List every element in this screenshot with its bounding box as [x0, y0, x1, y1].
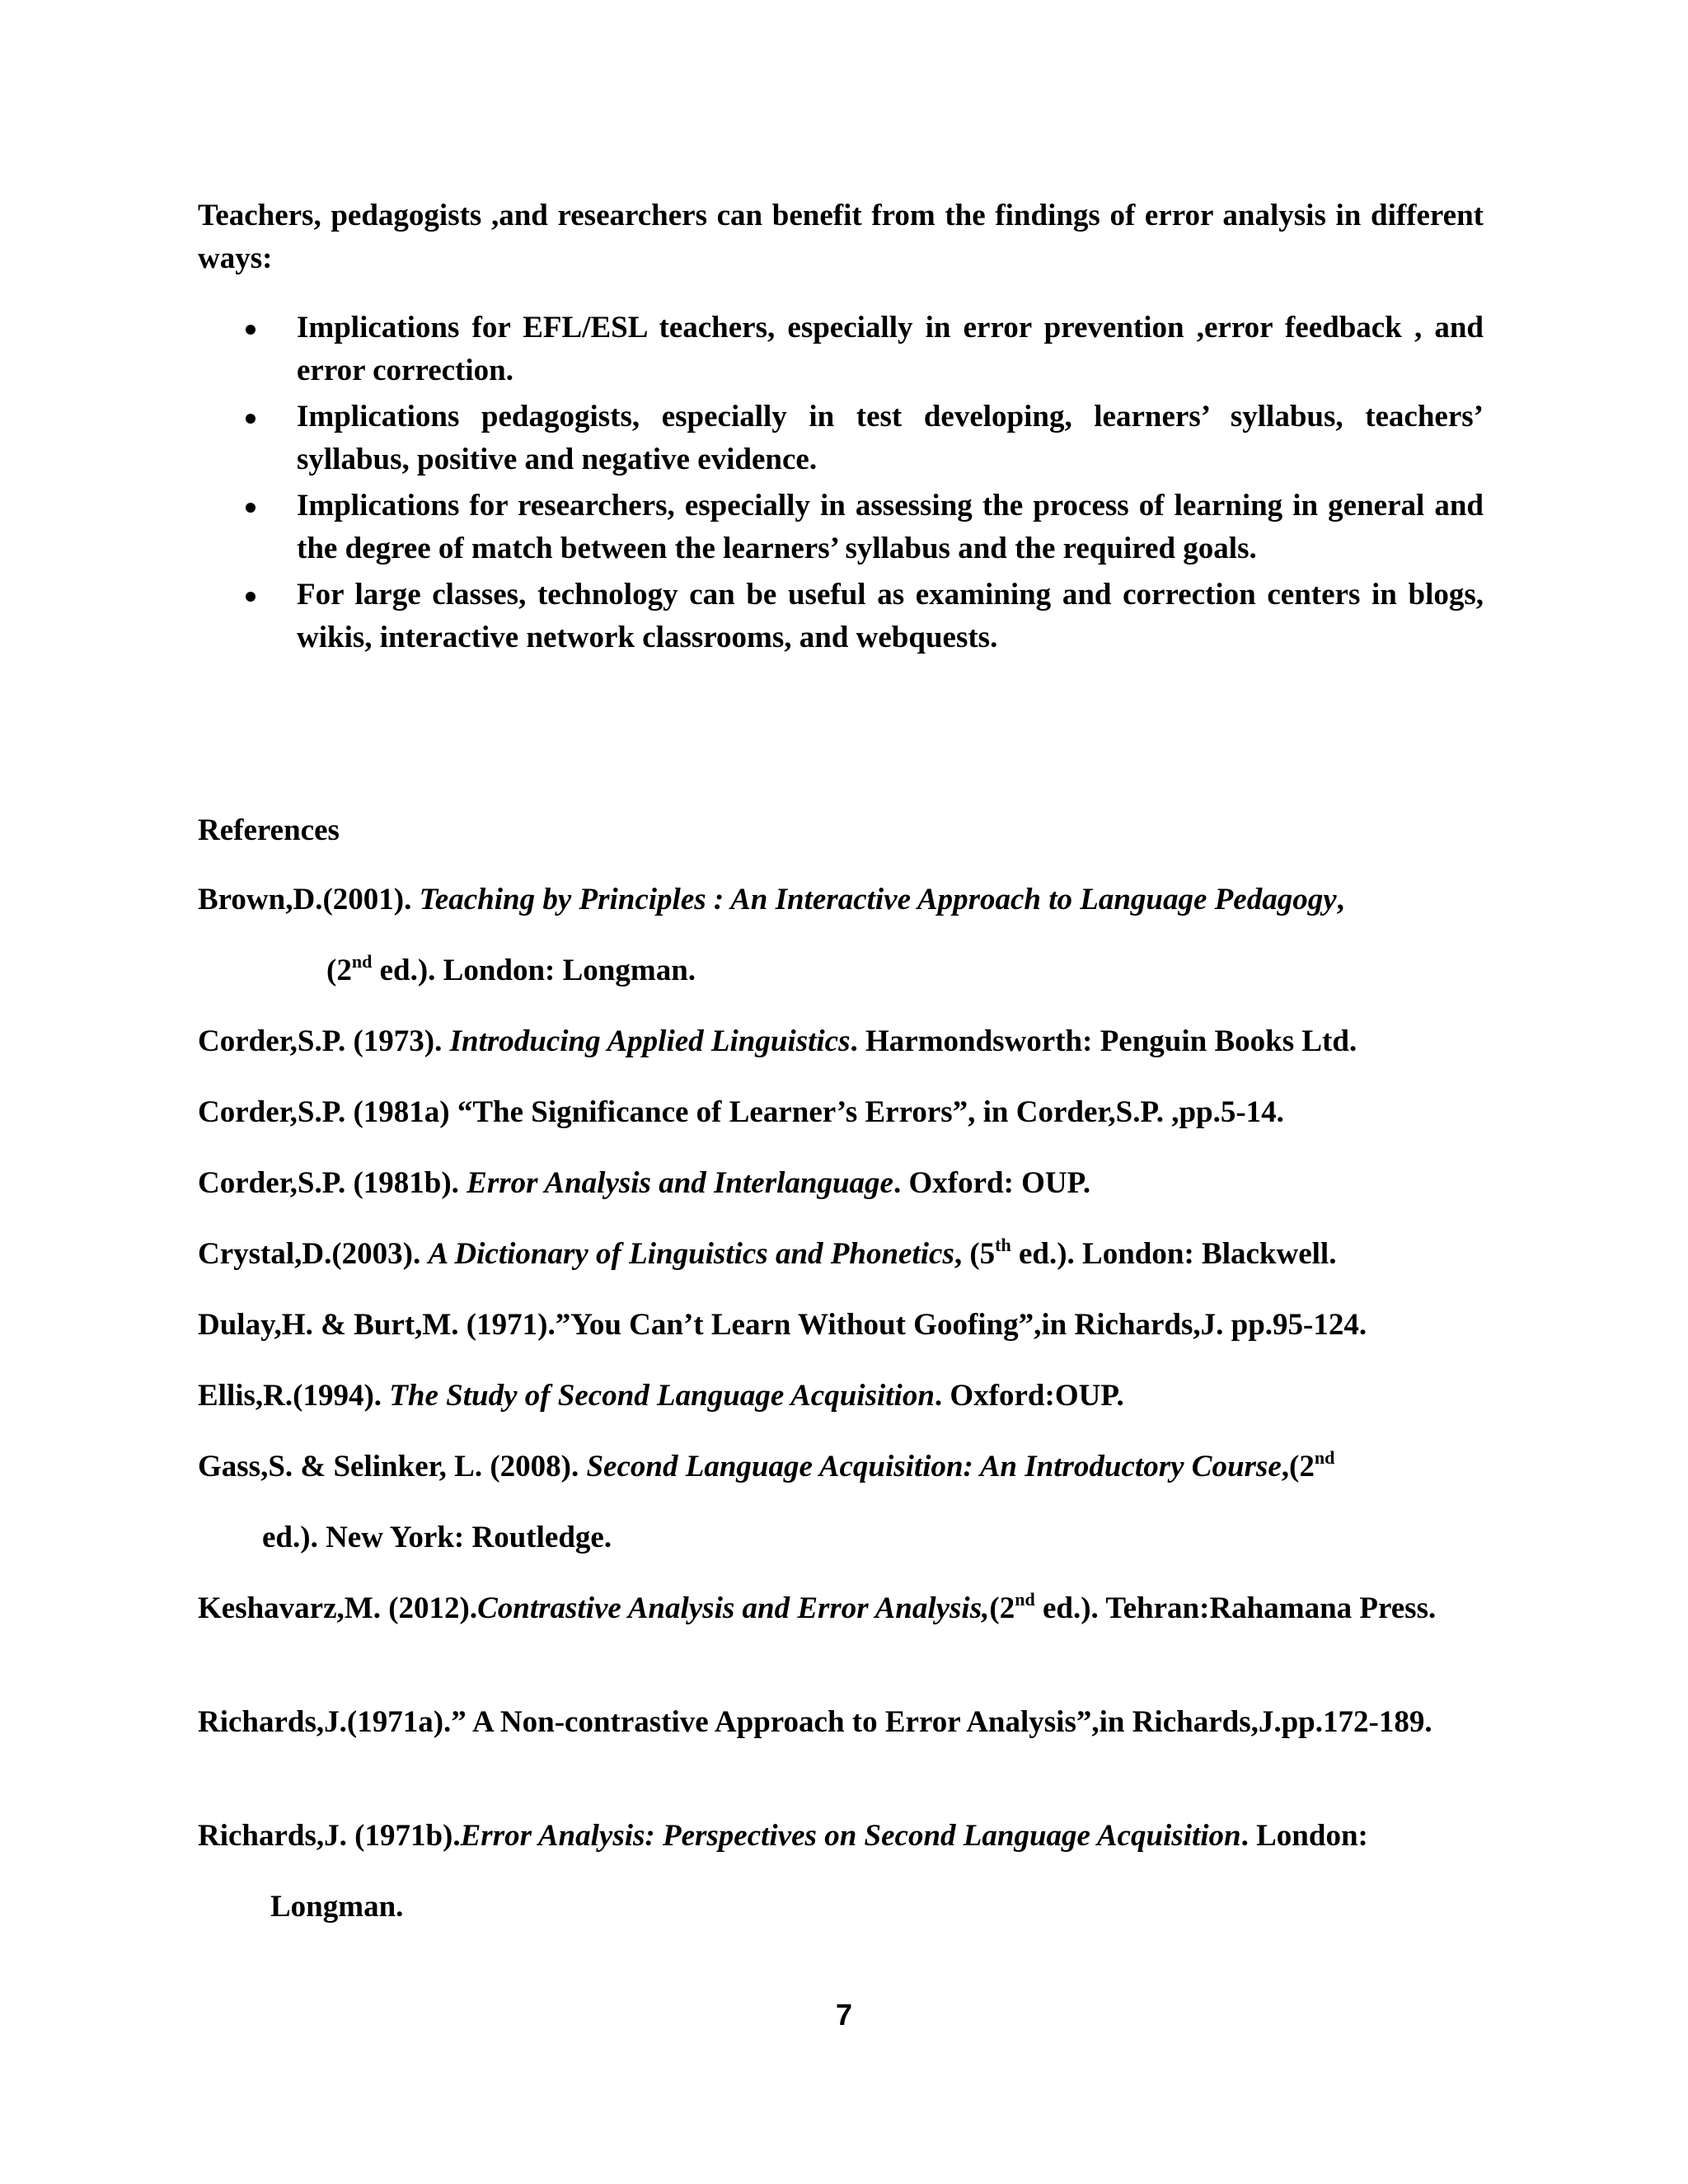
reference-entry: Keshavarz,M. (2012).Contrastive Analysis and Error Analysis,(2nd ed.). Tehran:Rahamana Press. — [198, 1588, 1437, 1625]
body-text — [198, 194, 1484, 663]
bullet-icon — [246, 503, 256, 513]
list-item: Implications pedagogists, especially in test developing, learners’ syllabus, teachers’ syllabus, positive and negative evidence. — [198, 396, 1484, 481]
intro-paragraph: Teachers, pedagogists ,and researchers can benefit from the findings of error analysis in different ways: — [198, 199, 1484, 275]
bullet-icon — [246, 414, 256, 424]
references-heading: References — [198, 813, 340, 847]
reference-entry: Richards,J.(1971a).” A Non-contrastive Approach to Error Analysis”,in Richards,J.pp.172-189. — [198, 1705, 1432, 1739]
list-item: Implications for EFL/ESL teachers, especially in error prevention ,error feedback , and error correction. — [198, 307, 1484, 392]
reference-continuation: (2nd ed.). London: Longman. — [326, 950, 696, 987]
reference-entry: Crystal,D.(2003). A Dictionary of Linguistics and Phonetics, (5th ed.). London: Blackwell. — [198, 1234, 1337, 1271]
bullet-icon — [246, 325, 256, 335]
reference-entry: Corder,S.P. (1981a) “The Significance of Learner’s Errors”, in Corder,S.P. ,pp.5-14. — [198, 1095, 1284, 1129]
page-number: 7 — [835, 1998, 853, 2032]
list-item: For large classes, technology can be useful as examining and correction centers in blogs, wikis, interactive network classrooms, and webquests. — [198, 574, 1484, 659]
reference-entry: Brown,D.(2001). Teaching by Principles : An Interactive Approach to Language Pedagogy, — [198, 883, 1344, 916]
implications-list — [198, 307, 1484, 659]
reference-entry: Dulay,H. & Burt,M. (1971).”You Can’t Learn Without Goofing”,in Richards,J. pp.95-124. — [198, 1308, 1367, 1342]
reference-continuation: ed.). New York: Routledge. — [262, 1521, 612, 1554]
reference-continuation: Longman. — [270, 1890, 404, 1924]
reference-entry: Gass,S. & Selinker, L. (2008). Second Language Acquisition: An Introductory Course,(2nd — [198, 1446, 1335, 1483]
reference-entry: Corder,S.P. (1981b). Error Analysis and Interlanguage. Oxford: OUP. — [198, 1166, 1091, 1200]
list-item: Implications for researchers, especially in assessing the process of learning in general and the degree of match between the learners’ syllabus and the required goals. — [198, 485, 1484, 570]
bullet-icon — [246, 592, 256, 602]
reference-entry: Corder,S.P. (1973). Introducing Applied Linguistics. Harmondsworth: Penguin Books Ltd. — [198, 1024, 1357, 1058]
reference-entry: Richards,J. (1971b).Error Analysis: Perspectives on Second Language Acquisition. London: — [198, 1819, 1368, 1853]
reference-entry: Ellis,R.(1994). The Study of Second Language Acquisition. Oxford:OUP. — [198, 1379, 1124, 1413]
